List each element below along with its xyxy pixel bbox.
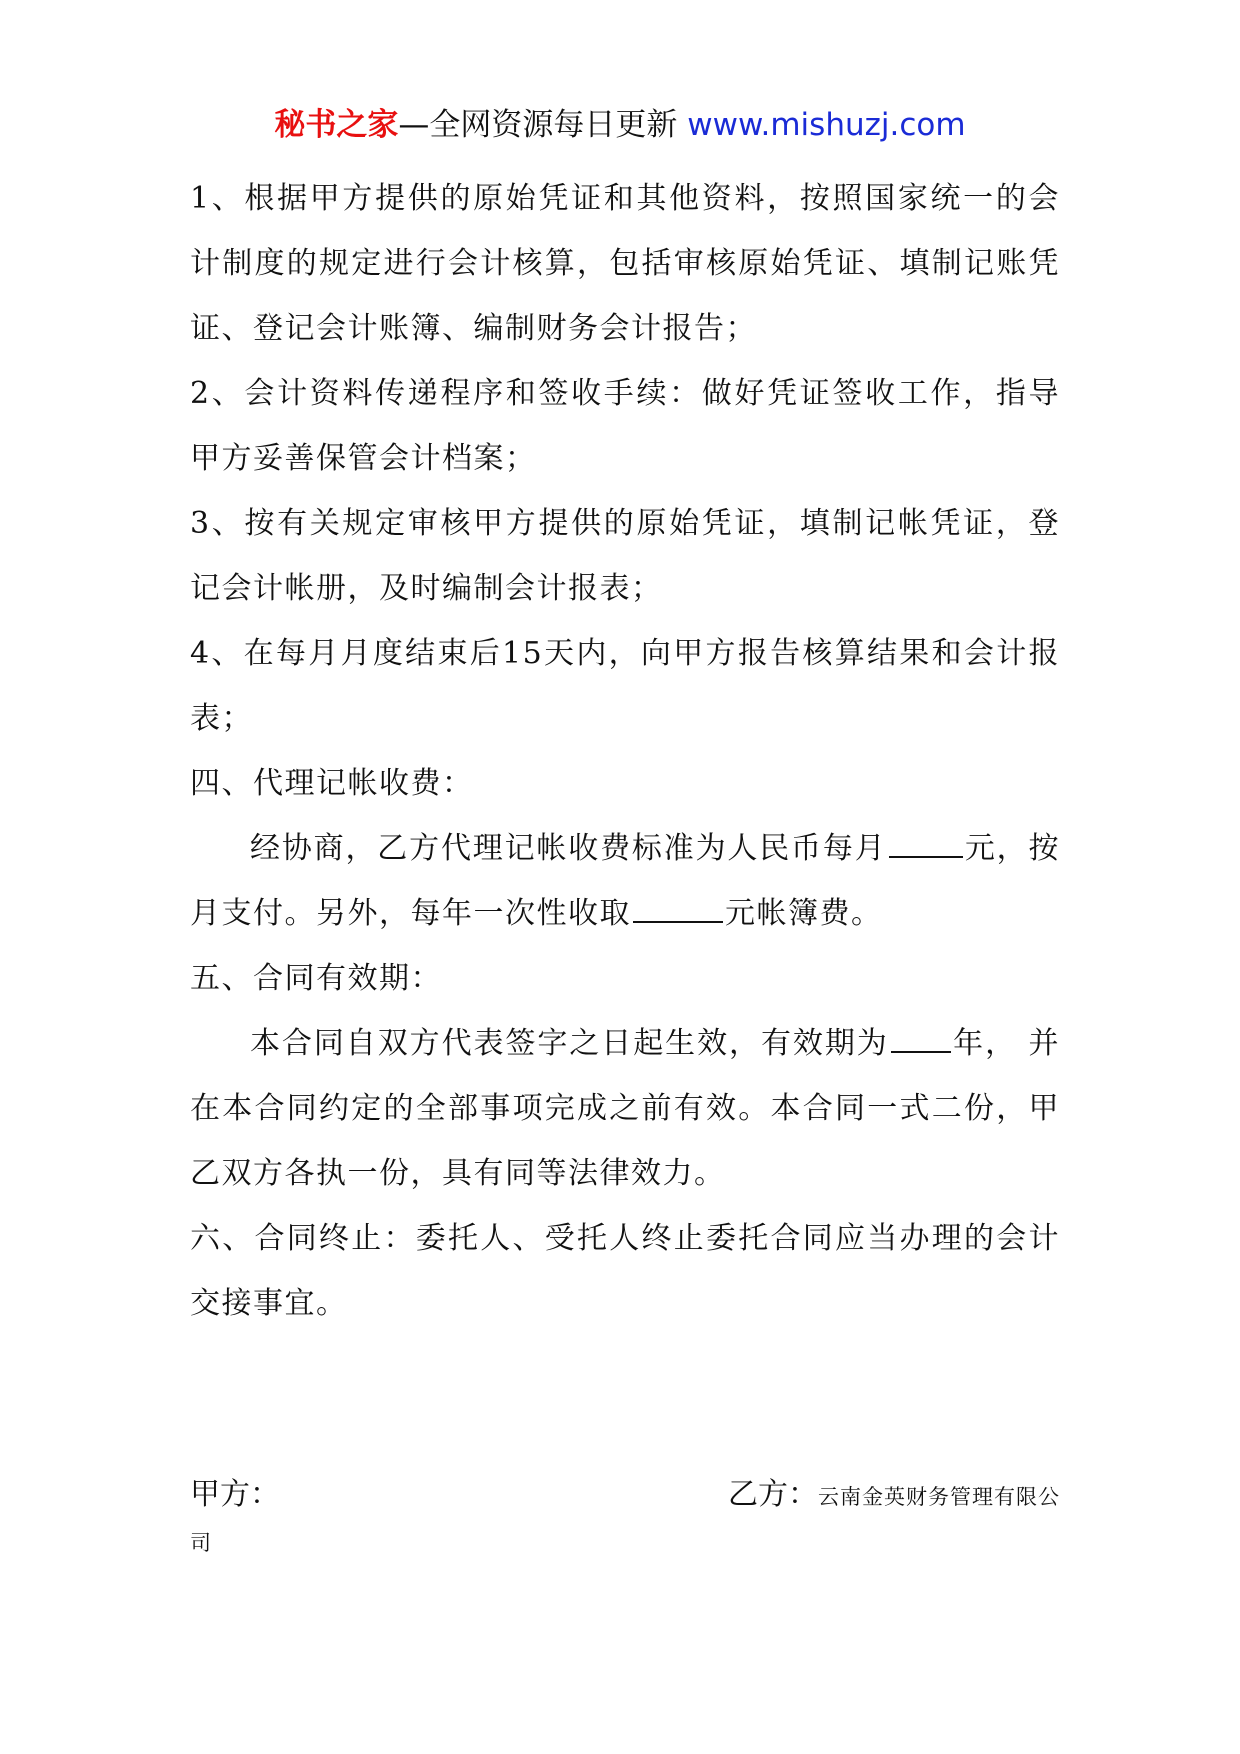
header-slogan: —全网资源每日更新 bbox=[398, 107, 678, 143]
fee-text-3: 元帐簿费。 bbox=[725, 896, 883, 931]
brand-name: 秘书之家 bbox=[274, 107, 399, 143]
section-termination: 六、合同终止：委托人、受托人终止委托合同应当办理的会计交接事宜。 bbox=[190, 1221, 1060, 1321]
term-text-1: 本合同自双方代表签字之日起生效，有效期为 bbox=[250, 1026, 889, 1061]
term-paragraph bbox=[190, 1011, 1060, 1206]
service-item-1: 1、根据甲方提供的原始凭证和其他资料，按照国家统一的会计制度的规定进行会计核算，包括审核原始凭证、填制记账凭证、登记会计账簿、编制财务会计报告； bbox=[190, 181, 1060, 346]
party-b-company: 云南金英财务管理有限公 bbox=[818, 1485, 1060, 1509]
party-a-label: 甲方： bbox=[190, 1477, 280, 1512]
service-item-2: 2、会计资料传递程序和签收手续：做好凭证签收工作，指导甲方妥善保管会计档案； bbox=[190, 376, 1060, 476]
monthly-fee-blank[interactable] bbox=[889, 826, 963, 858]
term-years-blank[interactable] bbox=[891, 1021, 951, 1053]
signature-block bbox=[190, 1465, 1060, 1525]
term-text-2: 年， 并在本合同约定的全部事项完成之前有效。本合同一式二份，甲乙双方各执一份，具有同等法律效力。 bbox=[190, 1026, 1060, 1191]
site-header bbox=[0, 100, 1240, 150]
party-b bbox=[728, 1465, 1060, 1527]
site-url-link[interactable]: www.mishuzj.com bbox=[687, 107, 966, 143]
party-b-label: 乙方： bbox=[728, 1477, 818, 1512]
fee-text-1: 经协商，乙方代理记帐收费标准为人民币每月 bbox=[250, 831, 887, 866]
fee-text-2: 元，按月支付。另外，每年一次性收取 bbox=[190, 831, 1061, 931]
party-b-company-wrap: 司 bbox=[190, 1531, 211, 1555]
contract-body bbox=[190, 166, 1060, 1336]
ledger-fee-blank[interactable] bbox=[633, 891, 723, 923]
service-item-4: 4、在每月月度结束后15天内，向甲方报告核算结果和会计报表； bbox=[190, 636, 1060, 736]
section-term-title: 五、合同有效期： bbox=[190, 961, 442, 996]
section-fee-title: 四、代理记帐收费： bbox=[190, 766, 474, 801]
service-item-3: 3、按有关规定审核甲方提供的原始凭证，填制记帐凭证，登记会计帐册，及时编制会计报表； bbox=[190, 506, 1060, 606]
fee-paragraph bbox=[190, 816, 1060, 946]
